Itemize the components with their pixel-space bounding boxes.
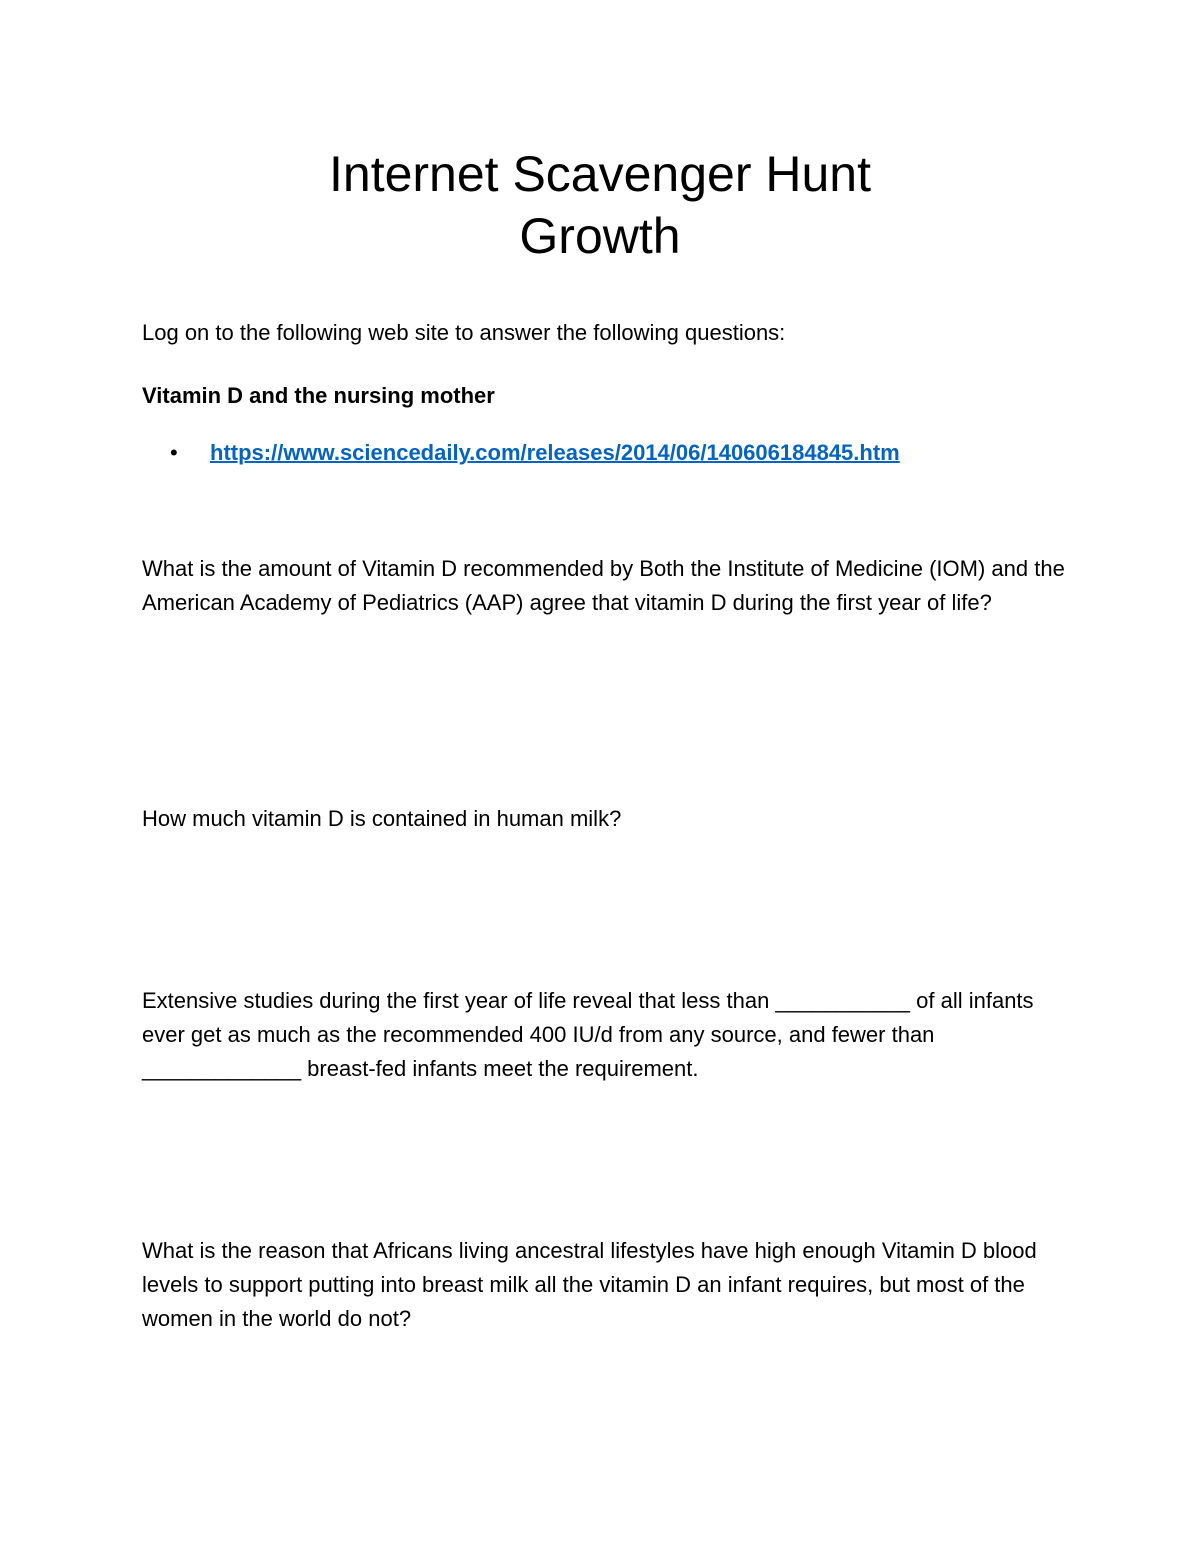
document-title: Internet Scavenger Hunt bbox=[329, 146, 871, 202]
question-4: What is the reason that Africans living ancestral lifestyles have high enough Vitamin D blood levels to support putting into breast milk all the vitamin D an infant requires, but most of the women in the world do not? bbox=[142, 1238, 1037, 1331]
section-heading: Vitamin D and the nursing mother bbox=[142, 383, 495, 408]
document-subtitle: Growth bbox=[519, 208, 681, 264]
question-3: Extensive studies during the first year of life reveal that less than ___________ of all infants ever get as much as the recommended 400 IU/d from any source, and fewer than _____________ breast-fed infants meet the requirement. bbox=[142, 988, 1034, 1081]
link-list-item bbox=[170, 436, 900, 470]
question-2: How much vitamin D is contained in human milk? bbox=[142, 806, 622, 831]
question-1: What is the amount of Vitamin D recommended by Both the Institute of Medicine (IOM) and the American Academy of Pediatrics (AAP) agree that vitamin D during the first year of life? bbox=[142, 556, 1065, 615]
sciencedaily-link[interactable]: https://www.sciencedaily.com/releases/2014/06/140606184845.htm bbox=[210, 440, 900, 465]
intro-text: Log on to the following web site to answer the following questions: bbox=[142, 320, 786, 345]
bullet-icon: • bbox=[170, 440, 178, 465]
